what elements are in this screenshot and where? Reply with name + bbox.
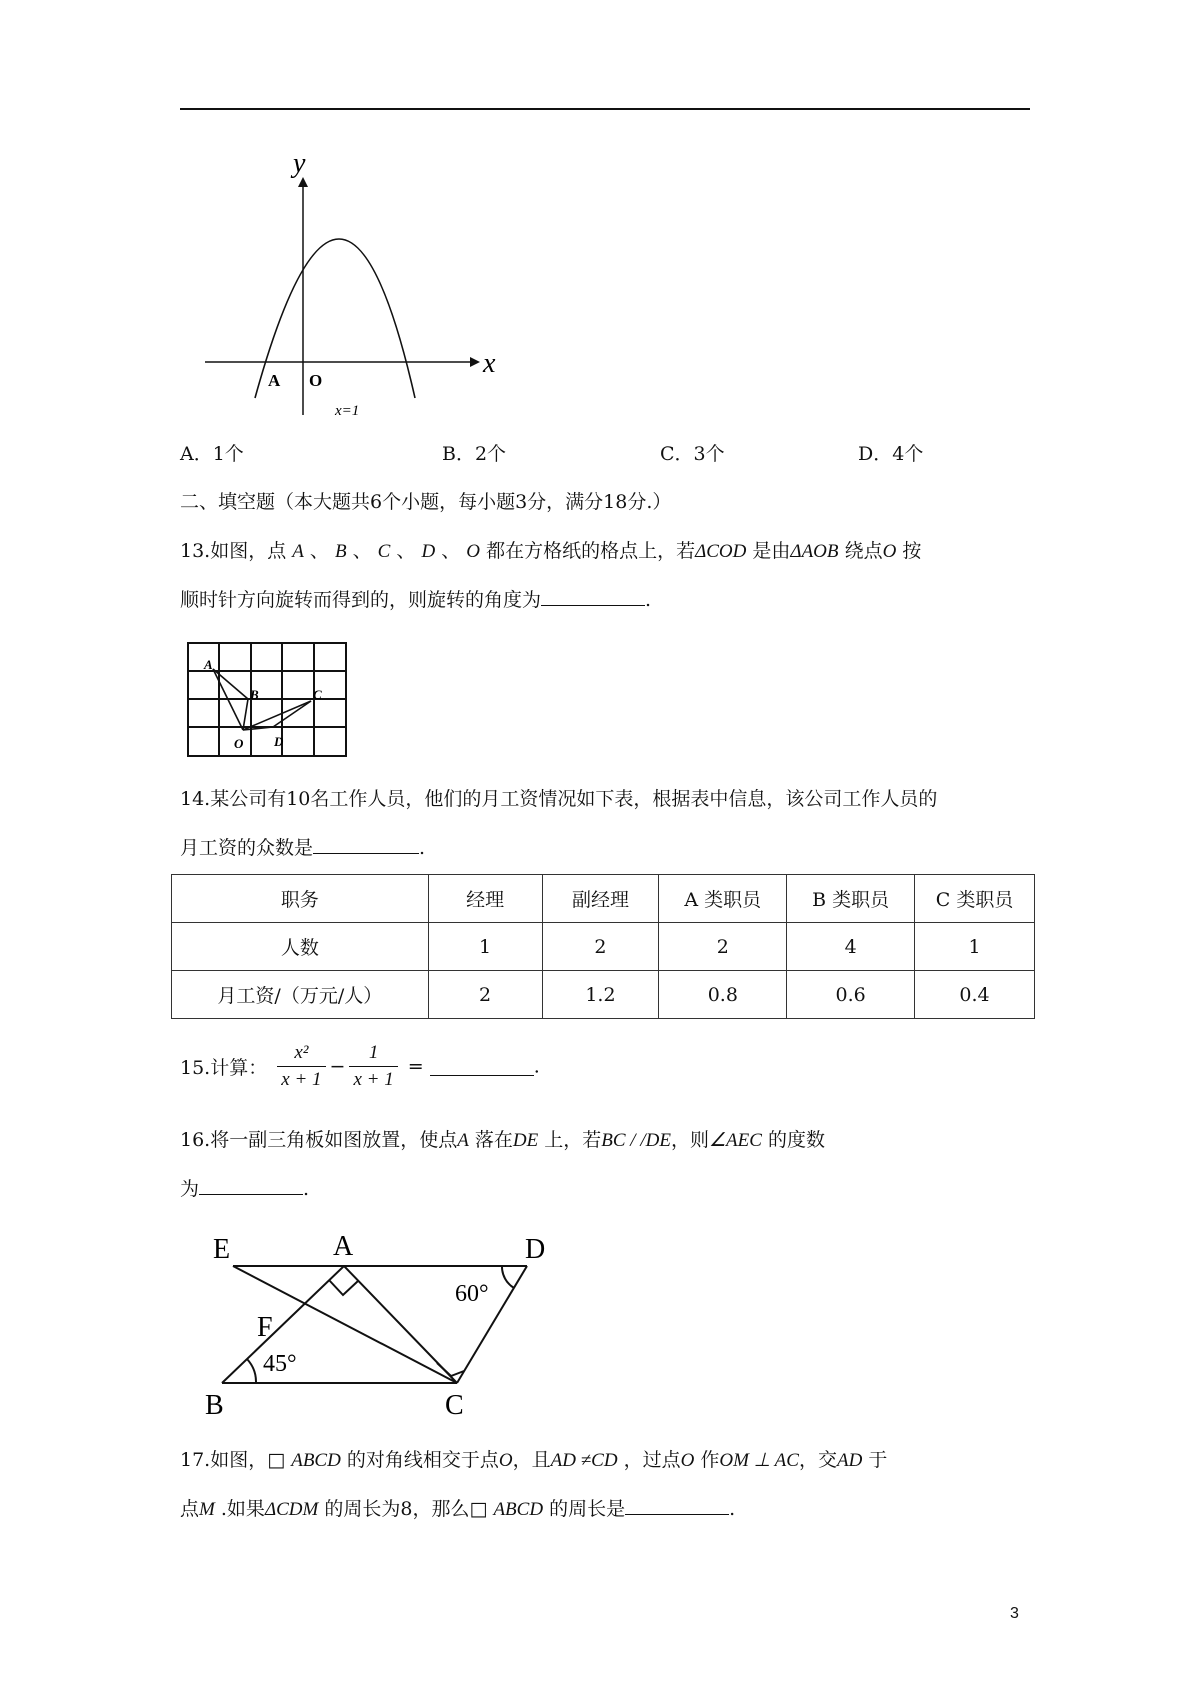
q17-text-a: 17.如图，	[180, 1449, 268, 1471]
label-b: B	[205, 1390, 224, 1420]
q16-text-a: 16.将一副三角板如图放置，使点	[180, 1129, 458, 1151]
q14-end: .	[419, 837, 426, 859]
table-row	[172, 971, 1035, 1019]
q17-para: ABCD	[291, 1450, 341, 1471]
q17-text-g: 于	[868, 1449, 888, 1471]
q17-text-b: 的对角线相交于点	[346, 1449, 499, 1471]
q17-end: .	[729, 1498, 736, 1520]
section-heading: 二、填空题（本大题共6个小题，每小题3分，满分18分.）	[180, 491, 672, 513]
q13-end: .	[645, 589, 652, 611]
q17-point-o: O	[680, 1450, 695, 1471]
table-cell: 2	[542, 923, 659, 971]
q15-minus: −	[329, 1055, 346, 1078]
wage-table	[171, 874, 1035, 1019]
q15-line	[180, 1040, 540, 1093]
grid-label-b: B	[250, 687, 259, 702]
q17-text-e: 作	[700, 1449, 720, 1471]
grid-label-d: D	[274, 734, 284, 749]
q15-fraction-1	[277, 1040, 325, 1093]
q13-text-d: 绕点	[844, 540, 883, 562]
table-header-cell: A 类职员	[659, 875, 787, 923]
table-cell: 人数	[172, 923, 429, 971]
q17-text-line2-a: 点	[180, 1498, 200, 1520]
table-cell: 0.6	[787, 971, 915, 1019]
q17-box: □	[469, 1498, 488, 1520]
option-a: A．1个	[180, 443, 244, 465]
q13-point: B	[334, 541, 347, 562]
table-header-cell: 职务	[172, 875, 429, 923]
q17-text-line2-c: 的周长为8，那么	[324, 1498, 470, 1520]
q13-point-o: O	[882, 541, 897, 562]
q16-text-c: 上，若	[544, 1129, 602, 1151]
q13-text-c: 是由	[752, 540, 791, 562]
angle-label-60: 60°	[455, 1281, 489, 1307]
q14-line2	[180, 835, 425, 861]
table-row	[172, 875, 1035, 923]
table-cell: 2	[659, 923, 787, 971]
option-d: D．4个	[858, 443, 924, 465]
q16-text-e: 的度数	[767, 1129, 825, 1151]
q13-answer-blank[interactable]	[541, 587, 645, 606]
angle-arc-60	[502, 1266, 514, 1288]
q17-text-c: ，且	[512, 1449, 551, 1471]
q17-tri-cdm: ΔCDM	[264, 1499, 319, 1520]
angle-label-45: 45°	[263, 1351, 297, 1377]
label-c: C	[445, 1390, 464, 1420]
q15-prefix: 15.计算：	[180, 1057, 268, 1079]
q16-line2	[180, 1176, 309, 1202]
q14-line1: 14.某公司有10名工作人员，他们的月工资情况如下表，根据表中信息，该公司工作人员的	[180, 788, 938, 810]
q17-text-f: ，交	[798, 1449, 837, 1471]
q17-text-d: ，过点	[623, 1449, 681, 1471]
table-header-cell: B 类职员	[787, 875, 915, 923]
x-axis-label: x	[483, 348, 496, 379]
table-cell: 1	[428, 923, 542, 971]
q13-tri-cod: ΔCOD	[695, 541, 747, 562]
table-row	[172, 923, 1035, 971]
label-a: A	[333, 1231, 354, 1262]
q16-text-line2: 为	[180, 1178, 200, 1200]
q15-equals: =	[407, 1055, 424, 1078]
q16-end: .	[303, 1178, 310, 1200]
q15-end: .	[533, 1055, 540, 1078]
q13-text-a: 13.如图，点	[180, 540, 287, 562]
label-f: F	[257, 1312, 273, 1343]
grid-label-a: A	[204, 657, 213, 672]
q16-text-d: ，则	[670, 1129, 709, 1151]
q13-point: D	[421, 541, 436, 562]
table-header-cell: C 类职员	[915, 875, 1035, 923]
option-c: C．3个	[660, 443, 725, 465]
q13-point: A	[292, 541, 304, 562]
header-rule	[180, 108, 1030, 110]
q16-line1	[180, 1127, 825, 1154]
x-axis-arrow	[470, 357, 480, 367]
q15-fraction-2	[349, 1040, 397, 1093]
q15-frac1-denominator: x + 1	[281, 1069, 322, 1090]
q13-point: O	[466, 541, 481, 562]
point-a-label: A	[268, 371, 281, 390]
q13-text-line2: 顺时针方向旋转而得到的，则旋转的角度为	[180, 589, 542, 611]
q17-text-line2-b: .如果	[220, 1498, 265, 1520]
q16-text-b: 落在	[474, 1129, 513, 1151]
q16-answer-blank[interactable]	[199, 1176, 303, 1195]
q13-tri-aob: ΔAOB	[790, 541, 839, 562]
seg-ob	[243, 699, 248, 730]
label-d: D	[525, 1234, 546, 1265]
q16-angle: ∠AEC	[708, 1130, 762, 1151]
q14-text-line2: 月工资的众数是	[180, 837, 314, 859]
q17-neq: AD ≠CD	[550, 1450, 618, 1471]
q12-parabola-figure	[195, 150, 505, 425]
q16-point-a: A	[457, 1130, 469, 1151]
q16-parallel: BC / /DE	[601, 1130, 671, 1151]
q17-seg-ad: AD	[836, 1450, 863, 1471]
table-cell: 月工资/（万元/人）	[172, 971, 429, 1019]
q17-para: ABCD	[493, 1499, 544, 1520]
q13-line1: 13.如图，点 A 、 B 、 C 、 D 、 O 都在方格纸的格点上，若ΔCOD 是由ΔAOB 绕点O 按	[180, 540, 922, 562]
q17-line2	[180, 1496, 735, 1523]
q17-box: □	[267, 1449, 286, 1471]
q13-point: C	[377, 541, 391, 562]
page-number: 3	[1010, 1605, 1019, 1622]
q16-triangle-figure	[205, 1225, 555, 1420]
q16-seg-de: DE	[512, 1130, 539, 1151]
seg-oc	[243, 701, 311, 730]
table-header-cell: 副经理	[542, 875, 659, 923]
q14-answer-blank[interactable]	[313, 835, 419, 854]
table-cell: 2	[428, 971, 542, 1019]
q17-line1	[180, 1447, 887, 1474]
q17-text-line2-d: 的周长是	[549, 1498, 626, 1520]
table-header-cell: 经理	[428, 875, 542, 923]
axis-note: x=1	[335, 403, 360, 419]
q15-frac1-numerator: x²	[277, 1040, 325, 1067]
origin-label: O	[309, 371, 323, 390]
q15-frac2-numerator: 1	[349, 1040, 397, 1067]
q17-point-o: O	[498, 1450, 513, 1471]
table-cell: 0.8	[659, 971, 787, 1019]
table-cell: 4	[787, 923, 915, 971]
label-e: E	[213, 1234, 231, 1265]
q17-point-m: M	[199, 1499, 215, 1520]
q13-text-e: 按	[902, 540, 922, 562]
q13-text-b: 都在方格纸的格点上，若	[486, 540, 696, 562]
q13-line2	[180, 587, 651, 613]
q17-answer-blank[interactable]	[625, 1496, 729, 1515]
q13-grid-figure	[186, 637, 352, 763]
table-cell: 0.4	[915, 971, 1035, 1019]
q15-answer-blank[interactable]	[430, 1057, 534, 1076]
q17-perp: OM ⊥ AC	[719, 1450, 799, 1471]
q15-frac2-denominator: x + 1	[353, 1069, 394, 1090]
grid-label-o: O	[234, 736, 244, 751]
angle-arc-45	[247, 1359, 256, 1383]
y-axis-label: y	[293, 150, 306, 179]
table-cell: 1	[915, 923, 1035, 971]
option-b: B．2个	[442, 443, 507, 465]
grid-label-c: C	[313, 687, 322, 702]
table-cell: 1.2	[542, 971, 659, 1019]
right-angle-mark-a	[329, 1280, 358, 1295]
